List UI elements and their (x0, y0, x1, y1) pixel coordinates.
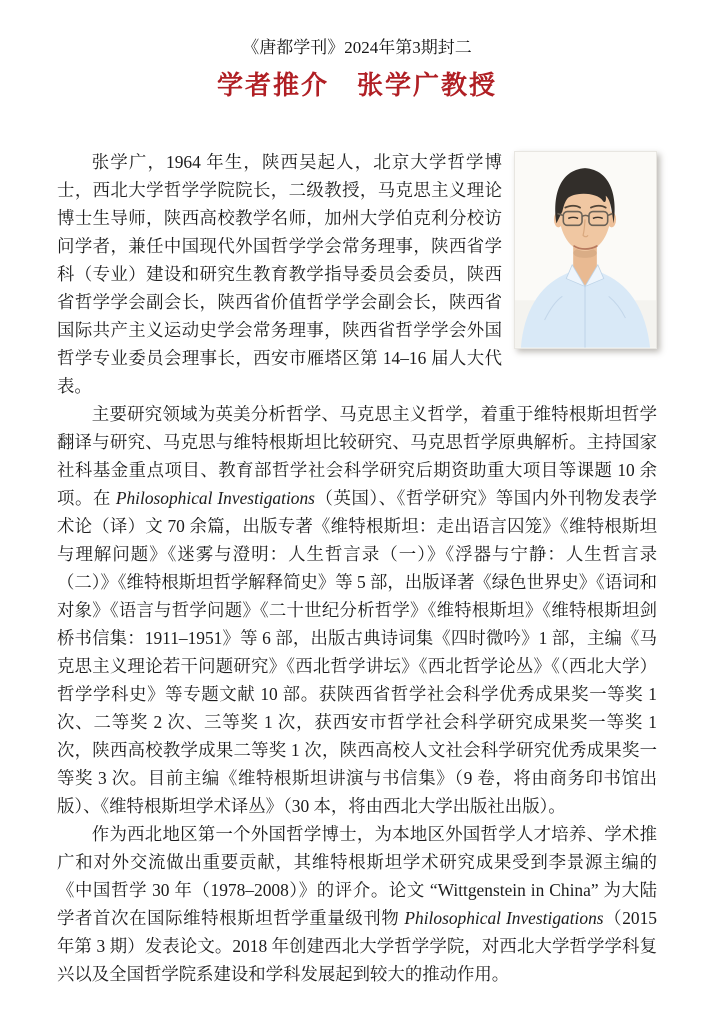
journal-issue-line: 《唐都学刊》2024年第3期封二 (242, 38, 472, 57)
text-segment: 主要研究领域为英美分析哲学、马克思主义哲学，着重于维特根斯坦哲学翻译与研究、马克思与维特根斯坦比较研究、马克思哲学原典解析。主持国家社科基金重点项目、教育部哲学社会科学研究后期资助重大项目等课题 10 余项。在 (57, 404, 657, 508)
text-segment: （英国）、《哲学研究》等国内外刊物发表学术论（译）文 70 余篇，出版专著《维特根斯坦：走出语言囚笼》《维特根斯坦与理解问题》《迷雾与澄明：人生哲言录（一）》《浮器与宁静：人生哲言录（二）》《维特根斯坦哲学解释简史》等 5 部，出版译著《绿色世界史》《语词和对象》《语言与哲学问题》《二十世纪分析哲学》《维特根斯坦》《维特根斯坦剑桥书信集：1911–1951》等 6 部，出版古典诗词集《四时微吟》1 部，主编《马克思主义理论若干问题研究》《西北哲学讲坛》《西北哲学论丛》《（西北大学）哲学学科史》等专题文献 10 部。获陕西省哲学社会科学优秀成果奖一等奖 1 次、二等奖 2 次、三等奖 1 次，获西安市哲学社会科学研究成果奖一等奖 1 次，陕西高校教学成果二等奖 1 次，陕西高校人文社会科学研究优秀成果奖一等奖 3 次。目前主编《维特根斯坦讲演与书信集》（9 卷，将由商务印书馆出版）、《维特根斯坦学术译丛》（30 本，将由西北大学出版社出版）。 (57, 488, 657, 816)
scholar-photo (514, 151, 657, 349)
biography (57, 148, 657, 988)
text-segment: （2015 年第 3 期）发表论文。2018 年创建西北大学哲学学院，对西北大学哲学学科复兴以及全国哲学院系建设和学科发展起到较大的推动作用。 (57, 908, 657, 984)
portrait-illustration (515, 152, 656, 348)
paragraph-bio-titles (57, 148, 657, 400)
text-segment: Philosophical Investigations (115, 488, 315, 508)
scholar-heading: 学者推介 张学广教授 (216, 71, 497, 100)
text-segment: Philosophical Investigations (404, 908, 604, 928)
paragraph-research-achievements (57, 400, 657, 820)
text-segment: 作为西北地区第一个外国哲学博士，为本地区外国哲学人才培养、学术推广和对外交流做出重要贡献，其维特根斯坦学术研究成果受到李景源主编的《中国哲学 30 年（1978–2008）》的评介。论文 “Wittgenstein in China” 为大陆学者首次在国际维特根斯坦哲学重量级刊物 (57, 824, 657, 928)
text-segment: 张学广，1964 年生，陕西吴起人，北京大学哲学博士，西北大学哲学学院院长，二级教授，马克思主义理论博士生导师，陕西高校教学名师，加州大学伯克利分校访问学者，兼任中国现代外国哲学学会常务理事，陕西省学科（专业）建设和研究生教育教学指导委员会委员，陕西省哲学学会副会长，陕西省价值哲学学会副会长，陕西省国际共产主义运动史学会常务理事，陕西省哲学学会外国哲学专业委员会理事长，西安市雁塔区第 14–16 届人大代表。 (57, 152, 502, 396)
paragraph-influence (57, 820, 657, 988)
